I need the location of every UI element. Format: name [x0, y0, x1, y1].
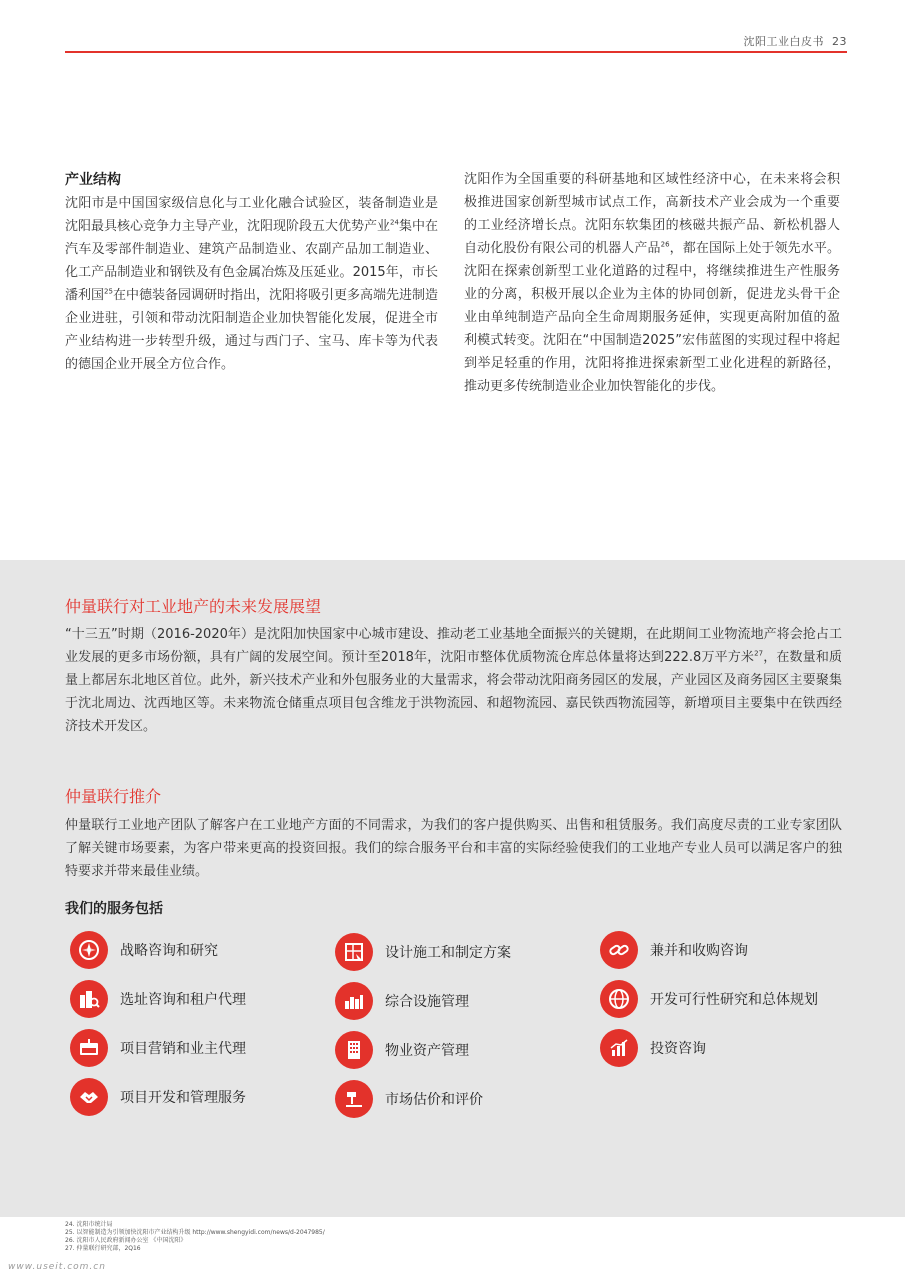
office-building-icon: [335, 1031, 373, 1069]
city-skyline-icon: [335, 982, 373, 1020]
industry-structure-paragraph: [65, 192, 438, 376]
service-label: 综合设施管理: [385, 994, 469, 1010]
header-title: 沈阳工业白皮书: [743, 35, 824, 48]
watermark: www.useit.com.cn: [8, 1262, 106, 1272]
service-label: 项目营销和业主代理: [120, 1041, 246, 1057]
service-label: 战略咨询和研究: [120, 943, 218, 959]
footnote: 26. 沈阳市人民政府新闻办公室 《中国沈阳》: [65, 1237, 187, 1244]
service-item: [335, 932, 511, 972]
paragraph-text: 集中在汽车及零部件制造业、建筑产品制造业、农副产品加工制造业、化工产品制造业和钢铁及有色金属冶炼及压延业。2015年，市长潘利国: [65, 219, 438, 303]
compass-icon: [70, 931, 108, 969]
service-item: [600, 930, 748, 970]
handshake-icon: [70, 1078, 108, 1116]
service-item: [70, 930, 218, 970]
footnote: 25. 以智能制造为引领加快沈阳市产业结构升级 http://www.shengyidi.com/news/d-2047985/: [65, 1229, 325, 1236]
intro-paragraph: 仲量联行工业地产团队了解客户在工业地产方面的不同需求，为我们的客户提供购买、出售和租赁服务。我们高度尽责的工业专家团队了解关键市场要素，为客户带来更高的投资回报。我们的综合服务平台和丰富的实际经验使我们的工业地产专业人员可以满足客户的独特要求并带来最佳业绩。: [65, 818, 842, 879]
service-label: 市场估价和评价: [385, 1092, 483, 1108]
service-label: 物业资产管理: [385, 1043, 469, 1059]
service-item: [600, 1028, 706, 1068]
intro-title: 仲量联行推介: [65, 787, 162, 806]
service-item: [335, 1079, 483, 1119]
outlook-paragraph: [65, 623, 842, 738]
bar-chart-icon: [600, 1029, 638, 1067]
buildings-search-icon: [70, 980, 108, 1018]
service-item: [70, 1028, 246, 1068]
footnote-ref: 27: [754, 649, 764, 658]
chain-link-icon: [600, 931, 638, 969]
footnote-ref: 24: [390, 218, 399, 227]
service-label: 兼并和收购咨询: [650, 943, 748, 959]
footnote: 24. 沈阳市统计局: [65, 1221, 113, 1228]
right-column: [464, 168, 840, 398]
service-item: [600, 979, 818, 1019]
paragraph-text: ，都在国际上处于领先水平。沈阳在探索创新型工业化道路的过程中，将继续推进生产性服务业的分离，积极开展以企业为主体的协同创新，促进龙头骨干企业由单纯制造产品向全生命周期服务延伸，实现更高附加值的盈利模式转变。沈阳在“中国制造2025”宏伟蓝图的实现过程中将起到举足轻重的作用，沈阳将推进探索新型工业化进程的新路径，推动更多传统制造业企业加快智能化的步伐。: [464, 241, 840, 394]
services-heading: 我们的服务包括: [65, 901, 163, 917]
footnotes: [65, 1221, 325, 1253]
footnote-ref: 25: [104, 287, 113, 296]
service-label: 设计施工和制定方案: [385, 945, 511, 961]
page-number: 23: [832, 35, 847, 48]
service-label: 投资咨询: [650, 1041, 706, 1057]
paragraph-text: ，在数量和质量上都居东北地区首位。此外，新兴技术产业和外包服务业的大量需求，将会带动沈阳商务园区的发展，产业园区及商务园区主要聚集于沈北周边、沈西地区等。未来物流仓储重点项目包含维龙于洪物流园、和超物流园、嘉民铁西物流园等，新增项目主要集中在铁西经济技术开发区。: [65, 650, 842, 734]
innovation-paragraph: [464, 168, 840, 398]
left-column: [65, 168, 438, 376]
paragraph-text: 沈阳市是中国国家级信息化与工业化融合试验区，装备制造业是沈阳最具核心竞争力主导产业，沈阳现阶段五大优势产业: [65, 196, 438, 234]
service-item: [335, 1030, 469, 1070]
paragraph-text: “十三五”时期（2016-2020年）是沈阳加快国家中心城市建设、推动老工业基地全面振兴的关键期，在此期间工业物流地产将会抢占工业发展的更多市场份额，具有广阔的发展空间。预计至2018年，沈阳市整体优质物流仓库总体量将达到222.8万平方米: [65, 627, 842, 665]
section-heading-industry-structure: 产业结构: [65, 172, 121, 188]
service-item: [335, 981, 469, 1021]
for-sale-sign-icon: [70, 1029, 108, 1067]
running-header: [744, 33, 848, 49]
service-label: 选址咨询和租户代理: [120, 992, 246, 1008]
blueprint-icon: [335, 933, 373, 971]
gavel-icon: [335, 1080, 373, 1118]
service-item: [70, 1077, 246, 1117]
header-rule: [65, 51, 847, 53]
service-item: [70, 979, 246, 1019]
service-label: 开发可行性研究和总体规划: [650, 992, 818, 1008]
paragraph-text: 在中德装备园调研时指出，沈阳将吸引更多高端先进制造企业进驻，引领和带动沈阳制造企业加快智能化发展，促进全市产业结构进一步转型升级，通过与西门子、宝马、库卡等为代表的德国企业开展全方位合作。: [65, 288, 438, 372]
footnote: 27. 仲量联行研究部，2Q16: [65, 1245, 141, 1252]
footnote-ref: 26: [660, 240, 670, 249]
paragraph-text: 沈阳作为全国重要的科研基地和区域性经济中心，在未来将会积极推进国家创新型城市试点工作，高新技术产业会成为一个重要的工业经济增长点。沈阳东软集团的核磁共振产品、新松机器人自动化股份有限公司的机器人产品: [464, 172, 840, 256]
service-label: 项目开发和管理服务: [120, 1090, 246, 1106]
globe-icon: [600, 980, 638, 1018]
outlook-title: 仲量联行对工业地产的未来发展展望: [65, 597, 322, 616]
